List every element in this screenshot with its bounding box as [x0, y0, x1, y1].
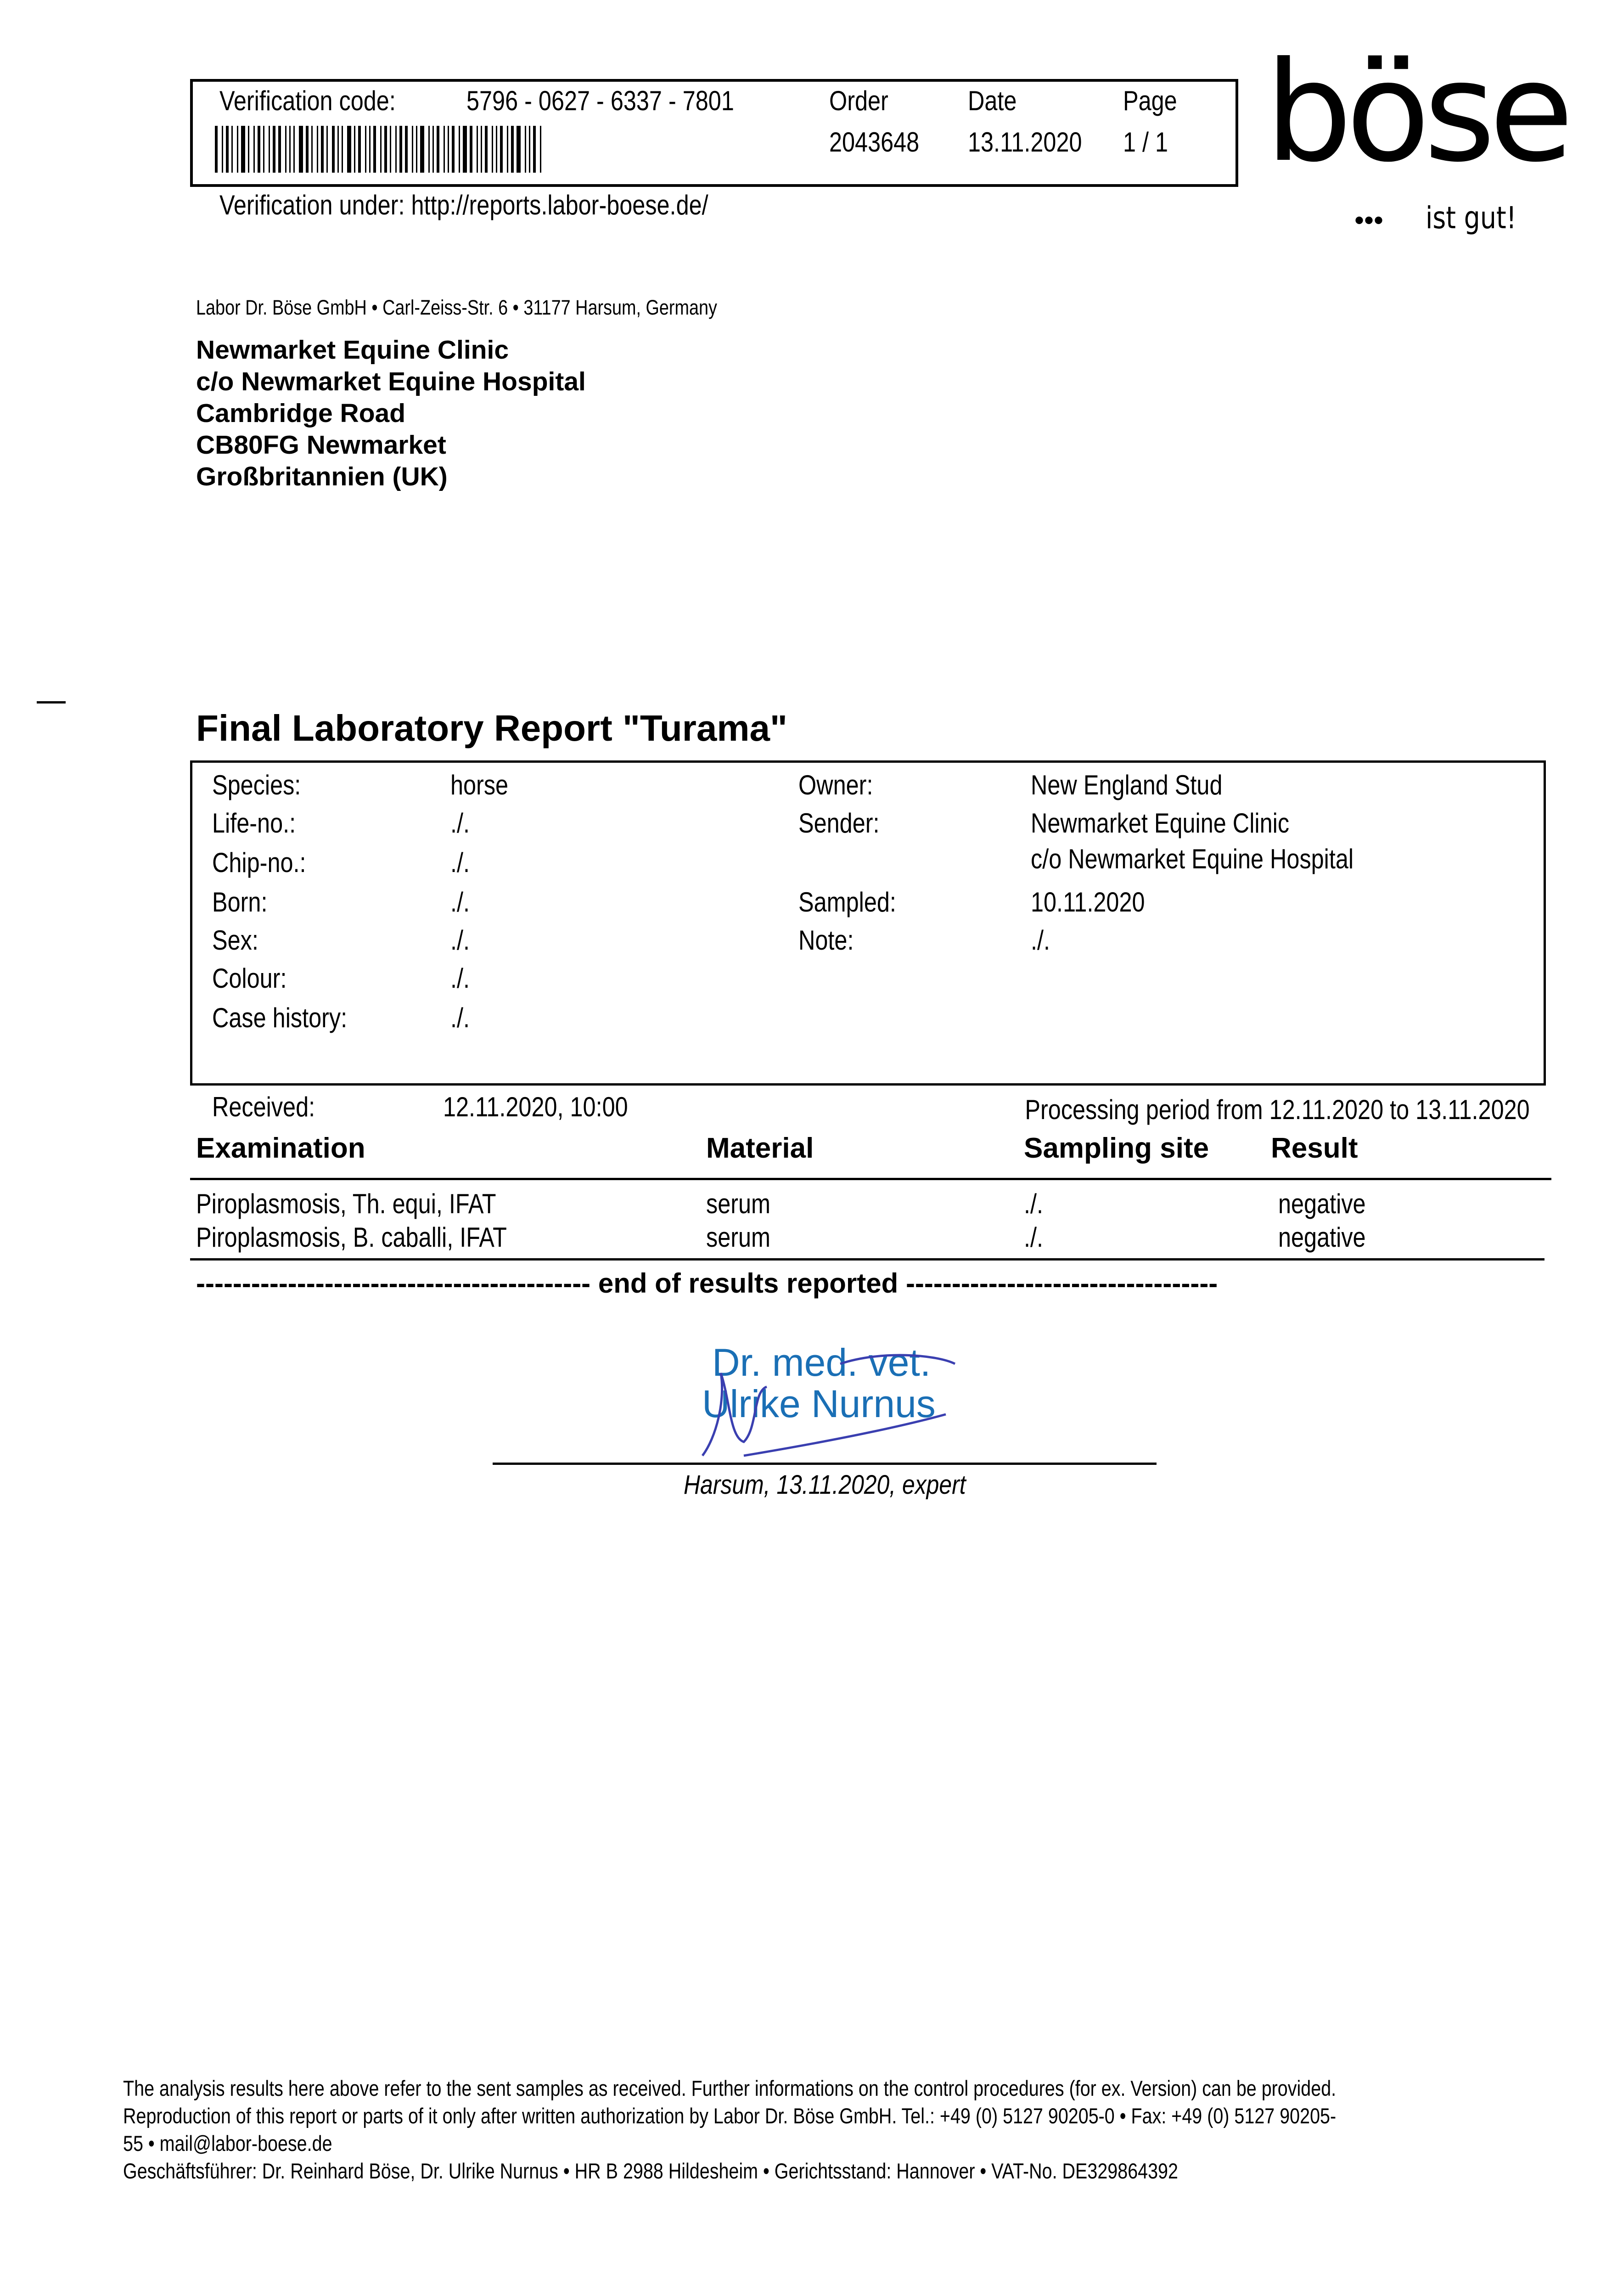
barcode-bar: [342, 126, 343, 173]
footer-line: Reproduction of this report or parts of it only after written authorization by Labor Dr. Böse GmbH. Tel.: +49 (0) 5127 90205-0 • Fax: +49 (0) 5127 90205-: [123, 2104, 1337, 2128]
sampled-value: 10.11.2020: [1031, 887, 1145, 917]
barcode-bar: [444, 126, 445, 173]
barcode-bar: [412, 126, 413, 173]
info-label: Sex:: [212, 925, 258, 956]
verification-url[interactable]: Verification under: http://reports.labor-boese.de/: [219, 190, 708, 220]
info-label: Chip-no.:: [212, 847, 306, 878]
header-material: Material: [706, 1132, 814, 1164]
end-of-results: ------------------------------------------- end of results reported ----------------------------------: [196, 1268, 1218, 1299]
barcode-bar: [347, 126, 351, 173]
logo-dots-icon: •••: [1354, 205, 1384, 236]
page-title: Final Laboratory Report "Turama": [196, 708, 787, 748]
barcode-bar: [263, 126, 264, 173]
address-line: Newmarket Equine Clinic: [196, 335, 509, 365]
barcode-bar: [459, 126, 460, 173]
barcode-bar: [481, 126, 482, 173]
note-label: Note:: [798, 925, 854, 956]
barcode-bar: [326, 126, 328, 173]
table-cell: ./.: [1024, 1188, 1044, 1219]
barcode-bar: [517, 126, 521, 173]
barcode-bar: [337, 126, 339, 173]
barcode-bar: [289, 126, 291, 173]
barcode-bar: [384, 126, 387, 173]
handwritten-signature: [689, 1345, 1010, 1465]
info-label: Born:: [212, 887, 268, 917]
barcode-bar: [373, 126, 376, 173]
received-value: 12.11.2020, 10:00: [443, 1092, 628, 1122]
barcode-bar: [237, 126, 238, 173]
barcode-bar: [485, 126, 488, 173]
barcode-bar: [285, 126, 286, 173]
signature-caption: Harsum, 13.11.2020, expert: [683, 1470, 966, 1500]
barcode-bar: [269, 126, 270, 173]
info-value: ./.: [450, 887, 470, 917]
verification-code: 5796 - 0627 - 6337 - 7801: [466, 85, 734, 116]
barcode-bar: [258, 126, 260, 173]
verification-label: Verification code:: [219, 85, 396, 116]
fold-mark: [37, 701, 66, 703]
info-value: horse: [450, 770, 509, 800]
sender-label: Sender:: [798, 808, 880, 838]
barcode-bar: [448, 126, 449, 173]
info-value: ./.: [450, 1002, 470, 1033]
address-line: c/o Newmarket Equine Hospital: [196, 367, 586, 396]
barcode-bar: [529, 126, 530, 173]
table-cell: negative: [1278, 1222, 1366, 1253]
sender-return-line: Labor Dr. Böse GmbH • Carl-Zeiss-Str. 6 • 31177 Harsum, Germany: [196, 296, 717, 319]
footer-line: 55 • mail@labor-boese.de: [123, 2131, 332, 2155]
barcode-bar: [533, 126, 536, 173]
recipient-address: [196, 334, 586, 493]
order-value: 2043648: [829, 127, 920, 158]
barcode-bar: [321, 126, 324, 173]
barcode-bar: [231, 126, 233, 173]
barcode-bar: [273, 126, 275, 173]
info-label: Life-no.:: [212, 808, 296, 838]
info-value: ./.: [450, 925, 470, 956]
table-cell: ./.: [1024, 1222, 1044, 1253]
barcode-bar: [354, 126, 355, 173]
date-value: 13.11.2020: [968, 127, 1082, 158]
barcode-bar: [248, 126, 249, 173]
barcode-bar: [428, 126, 430, 173]
header-result: Result: [1271, 1132, 1358, 1164]
sampled-label: Sampled:: [798, 887, 896, 917]
barcode-bar: [253, 126, 255, 173]
barcode-bar: [500, 126, 503, 173]
logo-tagline: ist gut!: [1426, 200, 1516, 236]
received-label: Received:: [212, 1092, 315, 1122]
barcode-bar: [432, 126, 434, 173]
owner-label: Owner:: [798, 770, 873, 800]
order-label: Order: [829, 85, 888, 116]
barcode-bar: [306, 126, 309, 173]
barcode-bar: [437, 126, 439, 173]
sender-value-2: c/o Newmarket Equine Hospital: [1031, 844, 1354, 874]
barcode-bar: [293, 126, 295, 173]
header-sampling-site: Sampling site: [1024, 1132, 1209, 1164]
barcode-bar: [395, 126, 397, 173]
barcode-bar: [399, 126, 402, 173]
info-label: Species:: [212, 770, 301, 800]
signature-name: Ulrike Nurnus: [702, 1382, 936, 1425]
footer-line: The analysis results here above refer to the sent samples as received. Further informations on the control procedures (for ex. Version) can be provided.: [123, 2076, 1337, 2100]
signature-line: [493, 1463, 1157, 1465]
table-cell: negative: [1278, 1188, 1366, 1219]
info-value: ./.: [450, 808, 470, 838]
processing-period: Processing period from 12.11.2020 to 13.11.2020: [1025, 1094, 1530, 1125]
table-bottom-divider: [190, 1258, 1544, 1261]
table-cell: Piroplasmosis, Th. equi, IFAT: [196, 1188, 496, 1219]
page-value: 1 / 1: [1123, 127, 1168, 158]
note-value: ./.: [1031, 925, 1050, 956]
barcode-bar: [278, 126, 281, 173]
date-label: Date: [968, 85, 1017, 116]
barcode-bar: [420, 126, 424, 173]
barcode: [215, 126, 555, 173]
barcode-bar: [416, 126, 417, 173]
table-header-divider: [190, 1178, 1551, 1180]
barcode-bar: [311, 126, 313, 173]
barcode-bar: [332, 126, 335, 173]
address-line: Cambridge Road: [196, 399, 406, 428]
owner-value: New England Stud: [1031, 770, 1223, 800]
barcode-bar: [463, 126, 467, 173]
table-cell: serum: [706, 1222, 771, 1253]
barcode-bar: [299, 126, 303, 173]
barcode-bar: [317, 126, 318, 173]
barcode-bar: [390, 126, 391, 173]
info-label: Case history:: [212, 1002, 348, 1033]
footer-line: Geschäftsführer: Dr. Reinhard Böse, Dr. Ulrike Nurnus • HR B 2988 Hildesheim • Gerichtsstand: Hannover • VAT-No. DE329864392: [123, 2159, 1178, 2183]
address-line: Großbritannien (UK): [196, 462, 448, 491]
barcode-bar: [525, 126, 526, 173]
boese-logo: böse: [1265, 32, 1567, 192]
barcode-bar: [365, 126, 366, 173]
barcode-bar: [358, 126, 361, 173]
barcode-bar: [380, 126, 382, 173]
info-value: ./.: [450, 963, 470, 994]
barcode-bar: [222, 126, 223, 173]
barcode-bar: [241, 126, 245, 173]
barcode-bar: [540, 126, 541, 173]
sender-value: Newmarket Equine Clinic: [1031, 808, 1290, 838]
address-line: CB80FG Newmarket: [196, 430, 446, 460]
barcode-bar: [452, 126, 455, 173]
info-value: ./.: [450, 847, 470, 878]
barcode-bar: [226, 126, 229, 173]
barcode-bar: [405, 126, 408, 173]
page-label: Page: [1123, 85, 1177, 116]
footer: [123, 2075, 1567, 2185]
barcode-bar: [511, 126, 514, 173]
barcode-bar: [496, 126, 497, 173]
barcode-bar: [507, 126, 508, 173]
table-cell: Piroplasmosis, B. caballi, IFAT: [196, 1222, 507, 1253]
barcode-bar: [492, 126, 493, 173]
table-cell: serum: [706, 1188, 771, 1219]
info-label: Colour:: [212, 963, 287, 994]
barcode-bar: [477, 126, 478, 173]
barcode-bar: [470, 126, 472, 173]
barcode-bar: [215, 126, 218, 173]
header-examination: Examination: [196, 1132, 365, 1164]
signature-title: Dr. med. vet.: [712, 1341, 931, 1384]
barcode-bar: [369, 126, 371, 173]
